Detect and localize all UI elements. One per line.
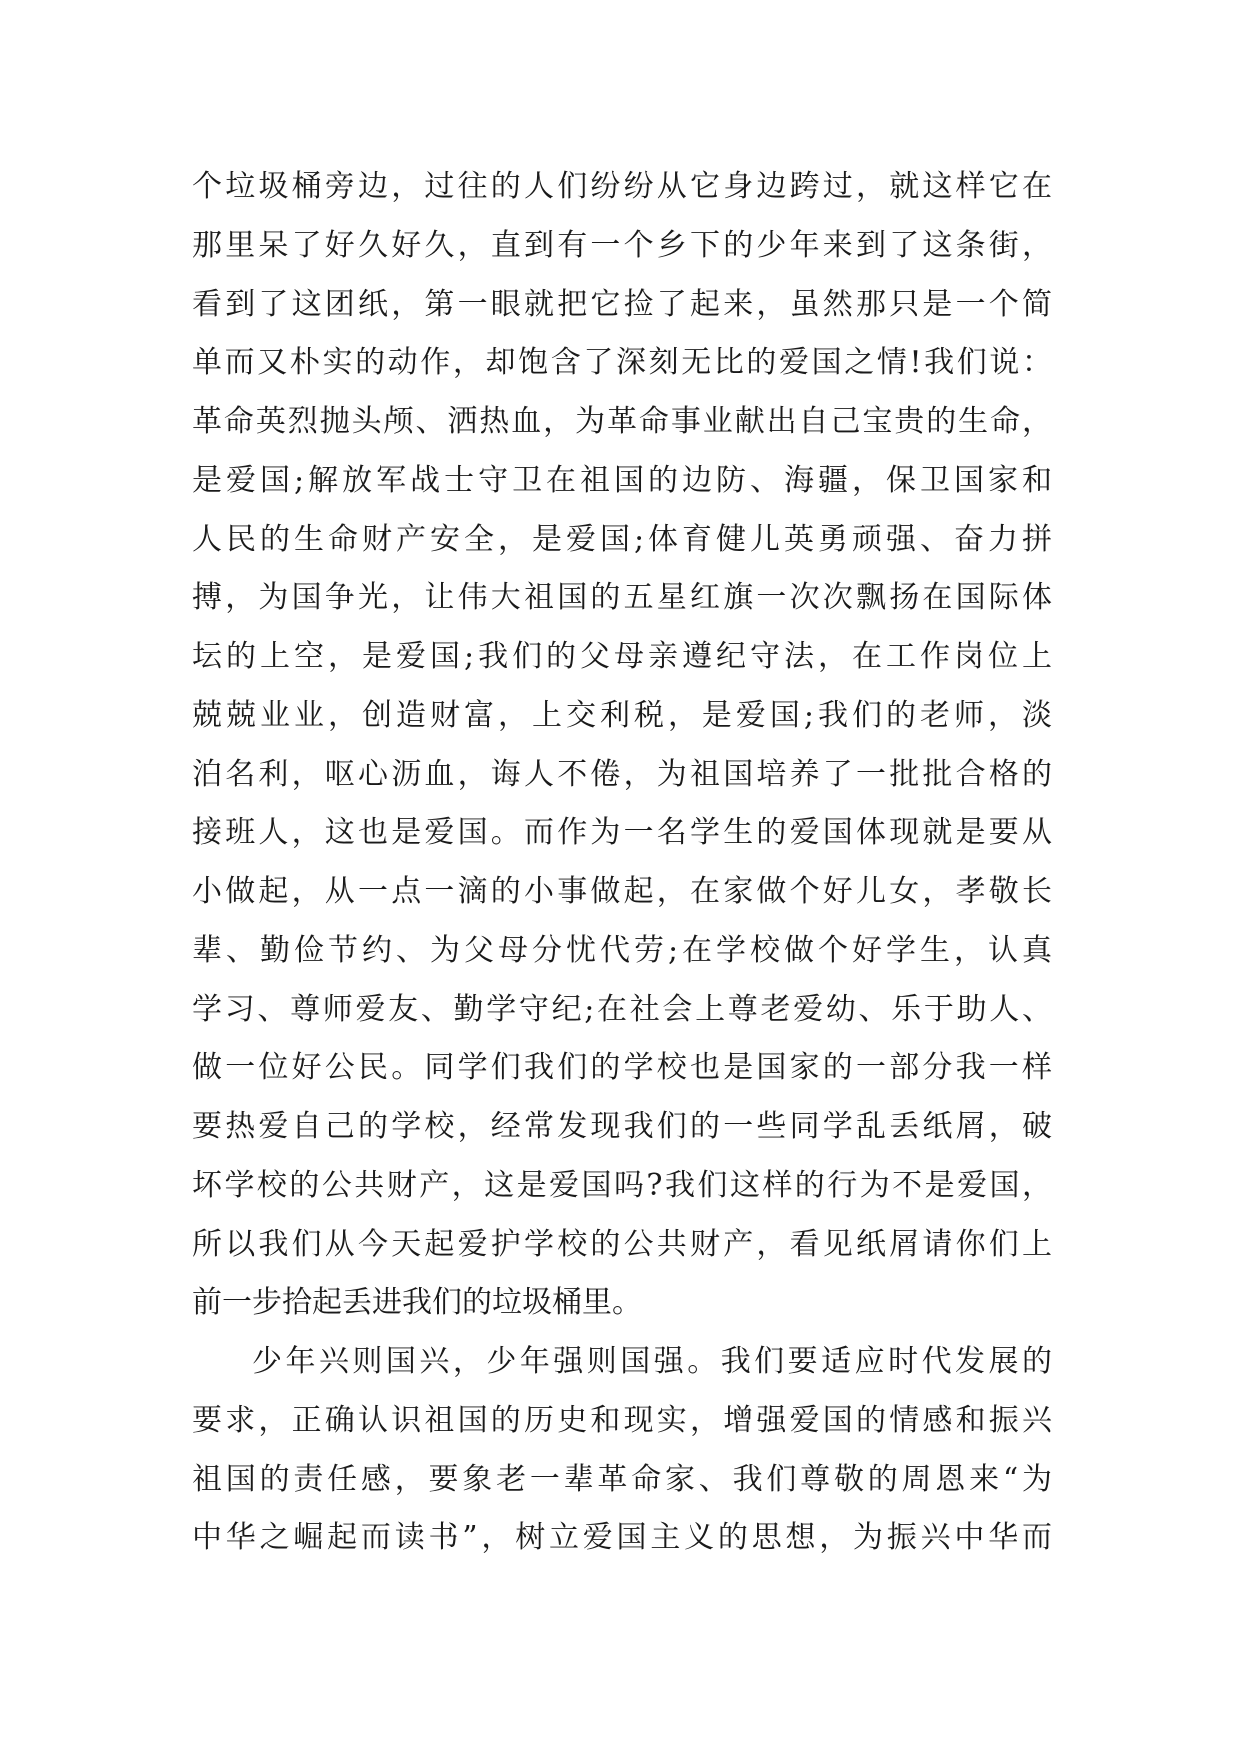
text-line: 坛的上空，是爱国;我们的父母亲遵纪守法，在工作岗位上 (192, 639, 1052, 674)
text-line: 是爱国;解放军战士守卫在祖国的边防、海疆，保卫国家和 (192, 462, 1052, 498)
text-line: 泊名利，呕心沥血，诲人不倦，为祖国培养了一批批合格的 (192, 756, 1052, 792)
text-line: 个垃圾桶旁边，过往的人们纷纷从它身边跨过，就这样它在 (192, 169, 1052, 204)
text-line: 要求，正确认识祖国的历史和现实，增强爱国的情感和振兴 (192, 1402, 1052, 1438)
text-line: 前一步拾起丢进我们的垃圾桶里。 (192, 1285, 642, 1321)
text-line: 辈、勤俭节约、为父母分忧代劳;在学校做个好学生，认真 (192, 932, 1052, 968)
text-line: 做一位好公民。同学们我们的学校也是国家的一部分我一样 (192, 1050, 1052, 1086)
text-line: 那里呆了好久好久，直到有一个乡下的少年来到了这条街， (192, 227, 1052, 263)
text-line: 单而又朴实的动作，却饱含了深刻无比的爱国之情!我们说： (192, 345, 1052, 381)
text-line: 祖国的责任感，要象老一辈革命家、我们尊敬的周恩来“为 (192, 1461, 1052, 1497)
text-line: 小做起，从一点一滴的小事做起，在家做个好儿女，孝敬长 (192, 874, 1052, 909)
text-line: 搏，为国争光，让伟大祖国的五星红旗一次次飘扬在国际体 (192, 580, 1052, 616)
text-line: 中华之崛起而读书”，树立爱国主义的思想，为振兴中华而 (192, 1520, 1052, 1556)
text-line: 接班人，这也是爱国。而作为一名学生的爱国体现就是要从 (192, 815, 1052, 851)
text-line: 坏学校的公共财产，这是爱国吗?我们这样的行为不是爱国， (192, 1167, 1052, 1203)
text-line: 要热爱自己的学校，经常发现我们的一些同学乱丢纸屑，破 (192, 1109, 1052, 1144)
text-line: 革命英烈抛头颅、洒热血，为革命事业献出自己宝贵的生命， (192, 404, 1052, 439)
paragraph (192, 1333, 1052, 1568)
text-line: 所以我们从今天起爱护学校的公共财产，看见纸屑请你们上 (192, 1226, 1052, 1262)
paragraph (192, 158, 1052, 1333)
text-line: 人民的生命财产安全，是爱国;体育健儿英勇顽强、奋力拼 (192, 521, 1052, 557)
text-line: 兢兢业业，创造财富，上交利税，是爱国;我们的老师，淡 (192, 697, 1052, 733)
body-text (192, 158, 1052, 1568)
text-line: 学习、尊师爱友、勤学守纪;在社会上尊老爱幼、乐于助人、 (192, 991, 1052, 1027)
text-line: 少年兴则国兴，少年强则国强。我们要适应时代发展的 (252, 1344, 1052, 1379)
text-line: 看到了这团纸，第一眼就把它捡了起来，虽然那只是一个简 (192, 286, 1052, 322)
